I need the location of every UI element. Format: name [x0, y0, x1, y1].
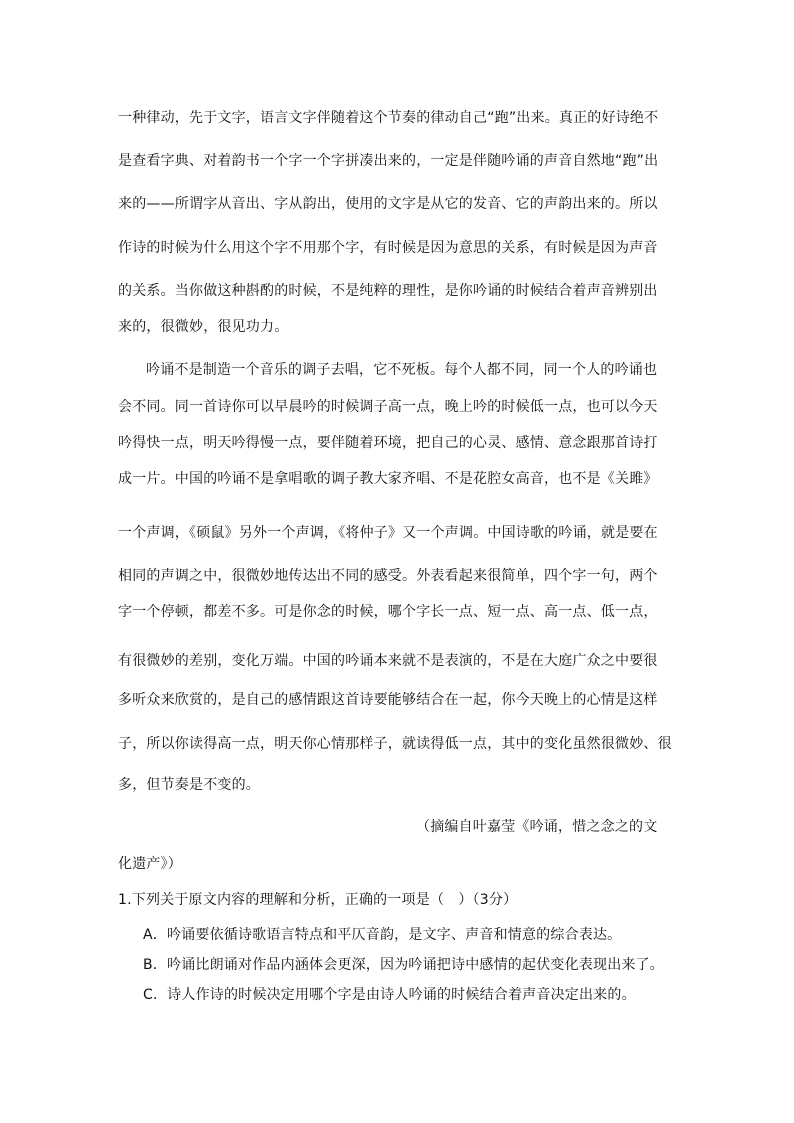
option-a: A．吟诵要依循诗歌语言特点和平仄音韵，是文字、声音和情意的综合表达。 — [143, 927, 622, 943]
passage-line: 的关系。当你做这种斟酌的时候，不是纯粹的理性，是你吟诵的时候结合着声音辨别出 — [118, 283, 658, 299]
passage-line: 来的——所谓字从音出、字从韵出，使用的文字是从它的发音、它的声韵出来的。所以 — [118, 196, 658, 212]
passage-line: 相同的声调之中，很微妙地传达出不同的感受。外表看起来很简单，四个字一句，两个 — [118, 568, 658, 584]
passage-line: 会不同。同一首诗你可以早晨吟的时候调子高一点，晚上吟的时候低一点，也可以今天 — [118, 399, 658, 415]
passage-line: 是查看字典、对着韵书一个字一个字拼凑出来的，一定是伴随吟诵的声音自然地“跑”出 — [118, 153, 659, 169]
passage-line: 作诗的时候为什么用这个字不用那个字，有时候是因为意思的关系，有时候是因为声音 — [118, 240, 658, 256]
passage-line: 有很微妙的差别，变化万端。中国的吟诵本来就不是表演的，不是在大庭广众之中要很 — [118, 653, 658, 669]
passage-line: 吟诵不是制造一个音乐的调子去唱，它不死板。每个人都不同，同一个人的吟诵也 — [146, 362, 658, 378]
passage-line: 字一个停顿，都差不多。可是你念的时候，哪个字长一点、短一点、高一点、低一点， — [118, 604, 658, 620]
passage-line: 一个声调，《硕鼠》另外一个声调，《将仲子》又一个声调。中国诗歌的吟诵，就是要在 — [118, 525, 658, 541]
option-c: C．诗人作诗的时候决定用哪个字是由诗人吟诵的时候结合着声音决定出来的。 — [143, 987, 636, 1003]
passage-line: 多，但节奏是不变的。 — [118, 777, 260, 793]
passage-line: 多听众来欣赏的，是自己的感情跟这首诗要能够结合在一起，你今天晚上的心情是这样 — [118, 692, 658, 708]
option-b: B．吟诵比朗诵对作品内涵体会更深，因为吟诵把诗中感情的起伏变化表现出来了。 — [143, 957, 665, 973]
passage-line: 吟得快一点，明天吟得慢一点，要伴随着环境，把自己的心灵、感情、意念跟那首诗打 — [118, 435, 658, 451]
passage-line: 一种律动，先于文字，语言文字伴随着这个节奏的律动自己“跑”出来。真正的好诗绝不 — [118, 110, 659, 126]
passage-line: 成一片。中国的吟诵不是拿唱歌的调子教大家齐唱、不是花腔女高音，也不是《关雎》 — [118, 471, 658, 487]
source-citation-continued: 化遗产》） — [118, 856, 182, 872]
passage-line: 子，所以你读得高一点，明天你心情那样子，就读得低一点，其中的变化虽然很微妙、很 — [118, 736, 672, 752]
question-stem: 1.下列关于原文内容的理解和分析，正确的一项是（ ）（3分） — [118, 892, 518, 908]
source-citation: （摘编自叶嘉莹《吟诵，惜之念之的文 — [416, 819, 658, 835]
passage-line: 来的，很微妙，很见功力。 — [118, 319, 289, 335]
